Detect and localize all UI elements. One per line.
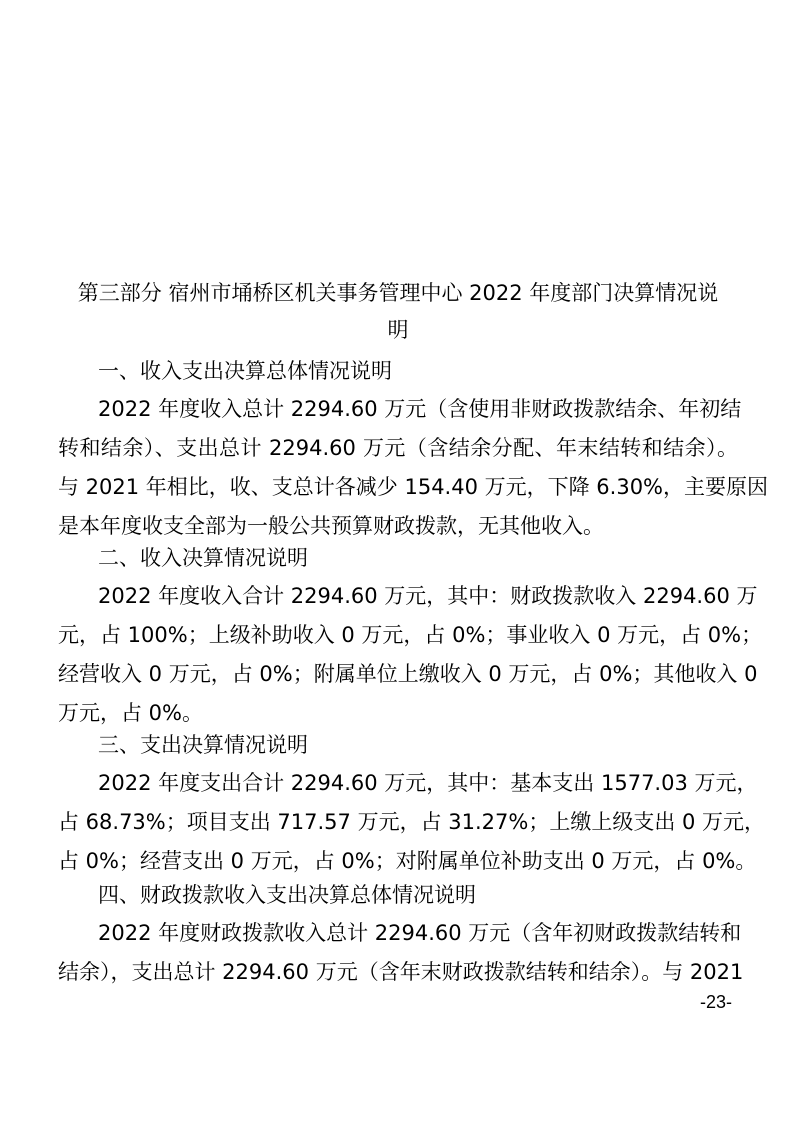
- paragraph-line: 与 2021 年相比，收、支总计各减少 154.40 万元，下降 6.30%，主要原因: [58, 475, 769, 499]
- section-paragraph-2: [58, 577, 763, 733]
- section-heading-1: 一、收入支出决算总体情况说明: [98, 359, 392, 383]
- section-heading-4: 四、财政拨款收入支出决算总体情况说明: [98, 883, 476, 907]
- section-heading-2: 二、收入决算情况说明: [98, 546, 308, 570]
- paragraph-line: 万元，占 0%。: [58, 701, 203, 725]
- section-paragraph-3: [58, 764, 766, 881]
- document-title-line1: 第三部分 宿州市埇桥区机关事务管理中心 2022 年度部门决算情况说: [77, 281, 719, 305]
- paragraph-line: 是本年度收支全部为一般公共预算财政拨款，无其他收入。: [58, 514, 604, 538]
- paragraph-line: 转和结余）、支出总计 2294.60 万元（含结余分配、年末结转和结余）。: [58, 436, 738, 460]
- paragraph-line: 2022 年度收入合计 2294.60 万元，其中：财政拨款收入 2294.60 万: [98, 584, 758, 608]
- section-paragraph-1: [58, 390, 769, 546]
- paragraph-line: 结余），支出总计 2294.60 万元（含年末财政拨款结转和结余）。与 2021: [58, 960, 744, 984]
- paragraph-line: 2022 年度财政拨款收入总计 2294.60 万元（含年初财政拨款结转和: [98, 921, 742, 945]
- page-number: -23-: [700, 992, 733, 1012]
- paragraph-line: 2022 年度收入总计 2294.60 万元（含使用非财政拨款结余、年初结: [98, 397, 742, 421]
- paragraph-line: 占 68.73%；项目支出 717.57 万元，占 31.27%；上缴上级支出 0 万元，: [58, 810, 766, 834]
- section-heading-3: 三、支出决算情况说明: [98, 733, 308, 757]
- paragraph-line: 2022 年度支出合计 2294.60 万元，其中：基本支出 1577.03 万元，: [98, 771, 758, 795]
- section-paragraph-4: [58, 914, 744, 992]
- paragraph-line: 经营收入 0 万元，占 0%；附属单位上缴收入 0 万元，占 0%；其他收入 0: [58, 662, 758, 686]
- paragraph-line: 元，占 100%；上级补助收入 0 万元，占 0%；事业收入 0 万元，占 0%；: [58, 623, 763, 647]
- document-title-line2: 明: [387, 318, 409, 342]
- paragraph-line: 占 0%；经营支出 0 万元，占 0%；对附属单位补助支出 0 万元，占 0%。: [58, 849, 757, 873]
